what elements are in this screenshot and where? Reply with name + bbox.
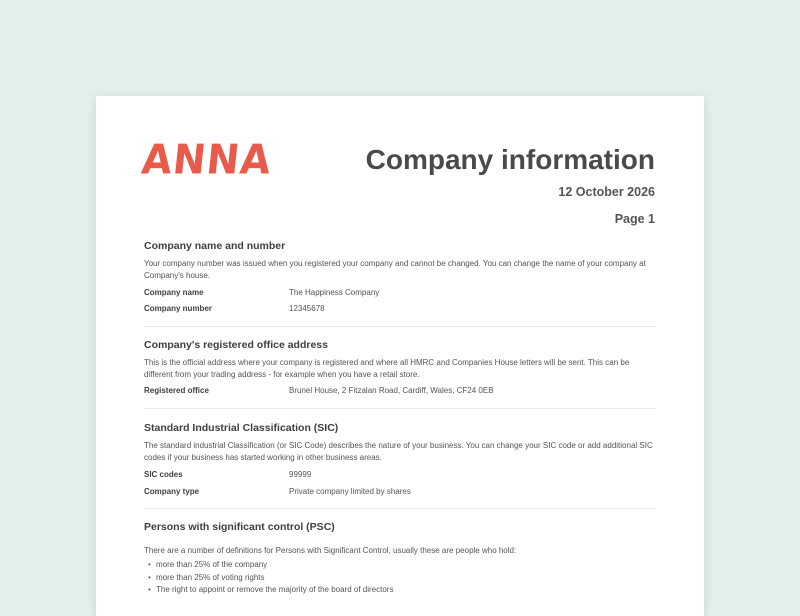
section-psc — [144, 520, 656, 597]
section-divider — [144, 408, 656, 409]
section-description: The standard industrial Classification (or SIC Code) describes the nature of your business. You can change your SIC code or add additional SIC codes if your business has started working in other business areas. — [144, 441, 653, 462]
field-label: Company name — [144, 288, 204, 297]
field-row-company-type — [144, 486, 656, 498]
page-number: Page 1 — [614, 212, 655, 226]
psc-criteria-list — [144, 559, 656, 597]
field-value: 99999 — [289, 470, 312, 479]
field-value: The Happiness Company — [289, 288, 380, 297]
field-label: Company type — [144, 487, 200, 496]
section-heading: Persons with significant control (PSC) — [144, 521, 335, 533]
page-title: Company information — [365, 144, 655, 175]
section-description: Your company number was issued when you registered your company and cannot be changed. You can change the name of your company at Company's house. — [144, 259, 646, 280]
section-sic — [144, 421, 656, 498]
list-item: • more than 25% of the company — [156, 559, 656, 572]
field-value: Brunel House, 2 Fitzalan Road, Cardiff, Wales, CF24 0EB — [289, 386, 494, 395]
field-row-sic-codes — [144, 469, 656, 481]
document-date: 12 October 2026 — [558, 185, 655, 199]
list-item: • The right to appoint or remove the majority of the board of directors — [156, 584, 656, 597]
anna-logo: ANNA — [139, 136, 274, 185]
field-label: Registered office — [144, 386, 209, 395]
list-item: • more than 25% of voting rights — [156, 572, 656, 585]
section-heading: Company name and number — [144, 240, 286, 252]
section-description: This is the official address where your company is registered and where all HMRC and Companies House letters will be sent. This can be different from your trading address - for example when you have a retail store. — [144, 358, 630, 379]
field-value: Private company limited by shares — [289, 487, 411, 496]
field-value: 12345678 — [289, 304, 325, 313]
section-heading: Company's registered office address — [144, 339, 328, 351]
field-label: Company number — [144, 304, 213, 313]
field-label: SIC codes — [144, 470, 183, 479]
section-divider — [144, 326, 656, 327]
section-heading: Standard Industrial Classification (SIC) — [144, 422, 339, 434]
field-row-company-number — [144, 303, 656, 315]
document-page — [96, 96, 704, 616]
section-divider — [144, 508, 656, 509]
section-company-name-number — [144, 239, 656, 315]
section-registered-office — [144, 338, 656, 397]
field-row-company-name — [144, 287, 656, 299]
section-description: There are a number of definitions for Persons with Significant Control, usually these are people who hold: — [144, 546, 517, 555]
field-row-registered-office — [144, 385, 656, 397]
